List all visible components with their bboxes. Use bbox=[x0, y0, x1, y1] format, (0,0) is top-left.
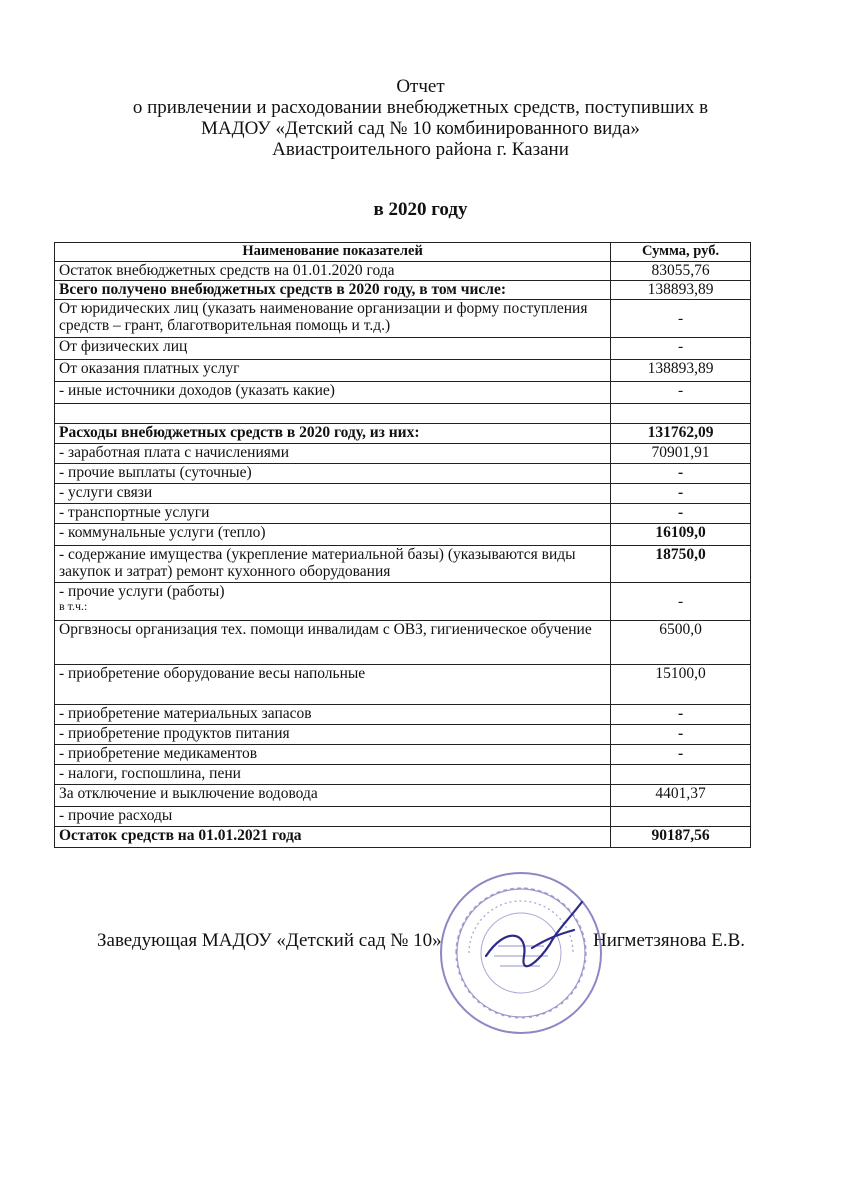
table-row bbox=[55, 424, 751, 444]
row-amount: - bbox=[611, 382, 751, 404]
row-amount: - bbox=[611, 504, 751, 524]
row-label: - приобретение оборудование весы напольные bbox=[55, 665, 611, 705]
row-amount: 138893,89 bbox=[611, 281, 751, 300]
row-label: - услуги связи bbox=[55, 484, 611, 504]
row-label: От физических лиц bbox=[55, 338, 611, 360]
row-label-text: - прочие услуги (работы) bbox=[59, 583, 225, 600]
table-header-row bbox=[55, 243, 751, 262]
table-row bbox=[55, 464, 751, 484]
report-subtitle-line-3: Авиастроительного района г. Казани bbox=[272, 139, 569, 160]
row-label: Остаток средств на 01.01.2021 года bbox=[55, 827, 611, 848]
row-label: Расходы внебюджетных средств в 2020 году, из них: bbox=[55, 424, 611, 444]
row-amount: 131762,09 bbox=[611, 424, 751, 444]
row-amount bbox=[611, 404, 751, 424]
table-row bbox=[55, 504, 751, 524]
row-label: Остаток внебюджетных средств на 01.01.2020 года bbox=[55, 262, 611, 281]
row-amount: 4401,37 bbox=[611, 785, 751, 807]
table-row bbox=[55, 785, 751, 807]
column-header-amount: Сумма, руб. bbox=[611, 243, 751, 262]
table-row bbox=[55, 382, 751, 404]
row-label: - прочие выплаты (суточные) bbox=[55, 464, 611, 484]
row-amount: 138893,89 bbox=[611, 360, 751, 382]
row-amount: - bbox=[611, 705, 751, 725]
row-label: Всего получено внебюджетных средств в 2020 году, в том числе: bbox=[55, 281, 611, 300]
table-row bbox=[55, 807, 751, 827]
official-seal-stamp bbox=[436, 868, 606, 1038]
row-amount: 70901,91 bbox=[611, 444, 751, 464]
table-row bbox=[55, 765, 751, 785]
row-label bbox=[55, 583, 611, 621]
signature-name: Нигметзянова Е.В. bbox=[593, 930, 746, 951]
row-amount: 6500,0 bbox=[611, 621, 751, 665]
row-amount bbox=[611, 765, 751, 785]
row-amount: 15100,0 bbox=[611, 665, 751, 705]
report-title: Отчет bbox=[396, 76, 445, 97]
table-row bbox=[55, 583, 751, 621]
row-amount: 83055,76 bbox=[611, 262, 751, 281]
table-row bbox=[55, 546, 751, 583]
row-label: - иные источники доходов (указать какие) bbox=[55, 382, 611, 404]
table-row bbox=[55, 444, 751, 464]
row-label: - приобретение продуктов питания bbox=[55, 725, 611, 745]
row-amount: - bbox=[611, 300, 751, 338]
table-row bbox=[55, 524, 751, 546]
table-row bbox=[55, 745, 751, 765]
row-label: От юридических лиц (указать наименование организации и форму поступления средств – грант, благотворительная помощь и т.д.) bbox=[55, 300, 611, 338]
table-row bbox=[55, 665, 751, 705]
table-row bbox=[55, 281, 751, 300]
row-label: - приобретение материальных запасов bbox=[55, 705, 611, 725]
table-row bbox=[55, 725, 751, 745]
seal-rings bbox=[441, 873, 601, 1033]
signature-position: Заведующая МАДОУ «Детский сад № 10» bbox=[97, 930, 442, 951]
table-row bbox=[55, 360, 751, 382]
row-label: - коммунальные услуги (тепло) bbox=[55, 524, 611, 546]
row-amount: 16109,0 bbox=[611, 524, 751, 546]
row-amount: 18750,0 bbox=[611, 546, 751, 583]
report-header bbox=[0, 76, 841, 160]
row-amount: - bbox=[611, 745, 751, 765]
report-subtitle-line-2: МАДОУ «Детский сад № 10 комбинированного вида» bbox=[201, 118, 640, 139]
table-row bbox=[55, 484, 751, 504]
row-label: - заработная плата с начислениями bbox=[55, 444, 611, 464]
row-amount: - bbox=[611, 484, 751, 504]
table-row bbox=[55, 705, 751, 725]
table-row bbox=[55, 262, 751, 281]
report-year: в 2020 году bbox=[373, 199, 468, 220]
row-amount: - bbox=[611, 338, 751, 360]
row-label: От оказания платных услуг bbox=[55, 360, 611, 382]
row-amount: - bbox=[611, 464, 751, 484]
row-label: - транспортные услуги bbox=[55, 504, 611, 524]
table-row bbox=[55, 338, 751, 360]
row-sublabel: в т.ч.: bbox=[59, 599, 88, 613]
row-amount: - bbox=[611, 725, 751, 745]
row-label: За отключение и выключение водовода bbox=[55, 785, 611, 807]
column-header-name: Наименование показателей bbox=[55, 243, 611, 262]
table-row bbox=[55, 621, 751, 665]
row-label bbox=[55, 404, 611, 424]
table-row bbox=[55, 300, 751, 338]
row-amount: 90187,56 bbox=[611, 827, 751, 848]
row-label: - прочие расходы bbox=[55, 807, 611, 827]
row-label: Оргвзносы организация тех. помощи инвалидам с ОВЗ, гигиеническое обучение bbox=[55, 621, 611, 665]
row-amount: - bbox=[611, 583, 751, 621]
row-label: - приобретение медикаментов bbox=[55, 745, 611, 765]
row-label: - содержание имущества (укрепление материальной базы) (указываются виды закупок и затрат) ремонт кухонного оборудования bbox=[55, 546, 611, 583]
report-subtitle-line-1: о привлечении и расходовании внебюджетных средств, поступивших в bbox=[132, 97, 709, 118]
table-row bbox=[55, 827, 751, 848]
report-table bbox=[54, 242, 751, 848]
row-amount bbox=[611, 807, 751, 827]
row-label: - налоги, госпошлина, пени bbox=[55, 765, 611, 785]
table-row-empty bbox=[55, 404, 751, 424]
